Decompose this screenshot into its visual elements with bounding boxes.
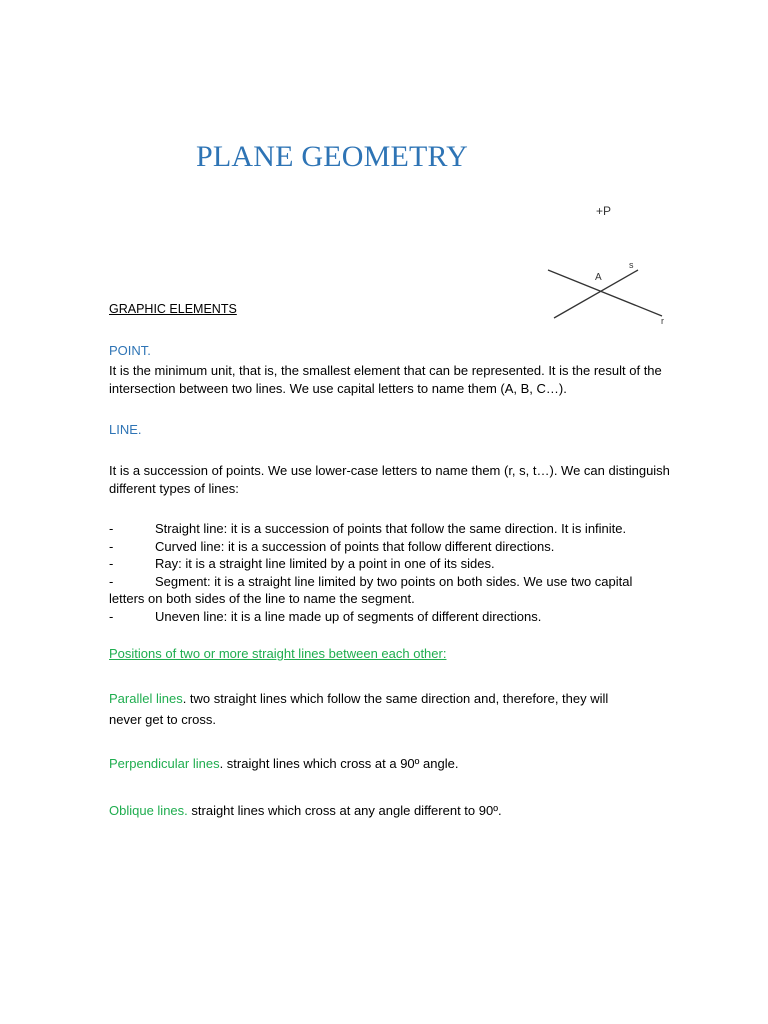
point-description: [109, 362, 729, 398]
list-item-continuation: letters on both sides of the line to name the segment.: [109, 591, 415, 606]
oblique-lines-definition: Oblique lines. straight lines which cross at any angle different to 90º.: [109, 803, 502, 818]
geometry-figure: [540, 198, 700, 330]
line-description: [109, 462, 729, 498]
parallel-lines-term: Parallel lines: [109, 691, 183, 706]
line-text-line: It is a succession of points. We use lower-case letters to name them (r, s, t…). We can distinguish: [109, 463, 670, 478]
graphic-elements-heading: GRAPHIC ELEMENTS: [109, 302, 237, 316]
list-item: - Straight line: it is a succession of points that follow the same direction. It is infinite.: [109, 521, 627, 536]
list-item: - Curved line: it is a succession of points that follow different directions.: [109, 538, 555, 554]
point-text-line: It is the minimum unit, that is, the smallest element that can be represented. It is the result of the: [109, 363, 662, 378]
line-text-line: different types of lines:: [109, 481, 239, 496]
line-r: [548, 270, 662, 316]
intersecting-lines-diagram: [540, 198, 700, 330]
point-p-label: +P: [596, 204, 612, 218]
perpendicular-lines-term: Perpendicular lines: [109, 756, 220, 771]
parallel-lines-definition: Parallel lines. two straight lines which follow the same direction and, therefore, they will never get to cross.: [109, 691, 609, 727]
oblique-lines-term: Oblique lines.: [109, 803, 188, 818]
positions-heading: Positions of two or more straight lines between each other:: [109, 646, 447, 661]
intersection-a-label: A: [595, 272, 602, 283]
line-types-list: [109, 520, 729, 625]
point-heading: POINT.: [109, 343, 151, 358]
list-item: - Ray: it is a straight line limited by a point in one of its sides.: [109, 556, 495, 571]
page-title: PLANE GEOMETRY: [196, 140, 468, 173]
list-item: - Uneven line: it is a line made up of segments of different directions.: [109, 608, 542, 624]
line-r-label: r: [661, 316, 664, 326]
perpendicular-lines-definition: Perpendicular lines. straight lines which cross at a 90º angle.: [109, 756, 459, 771]
line-s-label: s: [629, 260, 634, 270]
line-heading: LINE.: [109, 422, 142, 437]
list-item: - Segment: it is a straight line limited by two points on both sides. We use two capital: [109, 573, 633, 589]
point-text-line: intersection between two lines. We use capital letters to name them (A, B, C…).: [109, 381, 567, 396]
